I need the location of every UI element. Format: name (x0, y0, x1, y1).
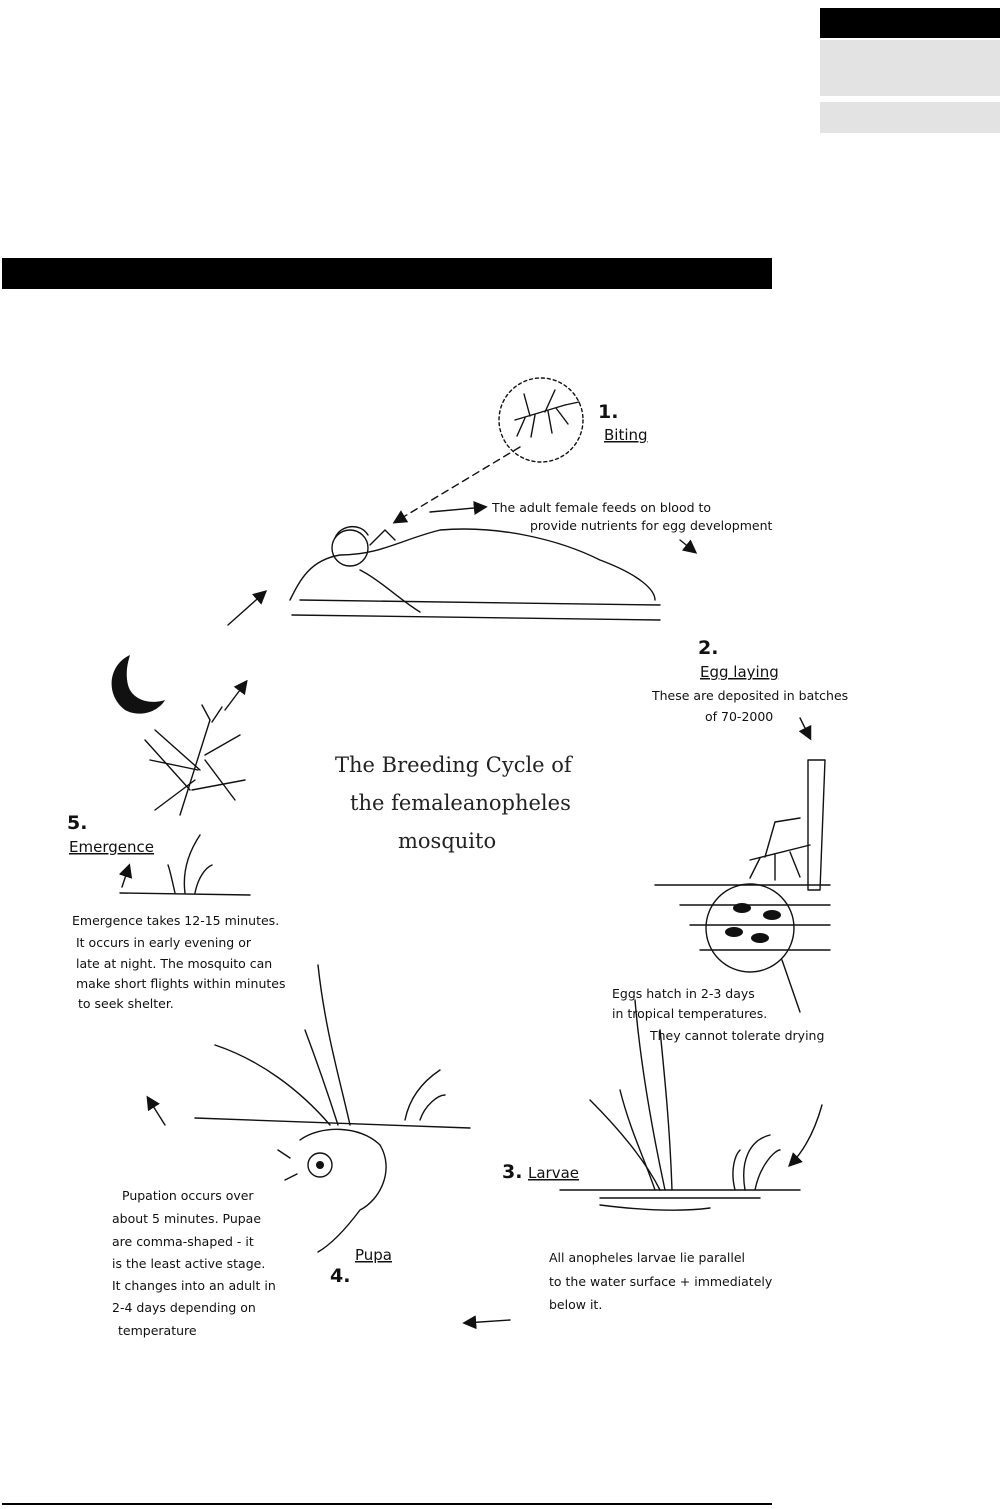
svg-text:Emergence takes 12-15 minutes.: Emergence takes 12-15 minutes. (72, 913, 280, 928)
svg-text:2-4 days depending on: 2-4 days depending on (112, 1300, 256, 1315)
svg-text:3.: 3. (502, 1161, 523, 1183)
svg-text:provide nutrients for egg deve: provide nutrients for egg development (530, 518, 773, 533)
svg-text:Eggs hatch in 2-3 days: Eggs hatch in 2-3 days (612, 986, 755, 1001)
arrow-emergence-to-biting (228, 592, 265, 625)
diagram-title (335, 753, 574, 853)
flying-mosquito-icon (145, 705, 245, 815)
egg (751, 933, 769, 943)
svg-text:mosquito: mosquito (398, 829, 497, 853)
svg-text:of 70-2000: of 70-2000 (705, 709, 774, 724)
svg-text:to seek shelter.: to seek shelter. (78, 996, 174, 1011)
svg-text:They cannot tolerate drying: They cannot tolerate drying (650, 1028, 825, 1043)
svg-text:Biting: Biting (604, 426, 648, 444)
arrow-to-note (430, 507, 485, 512)
reed-stem (808, 760, 825, 890)
svg-text:It occurs in early evening or: It occurs in early evening or (76, 935, 251, 950)
svg-text:in tropical temperatures.: in tropical temperatures. (612, 1006, 768, 1021)
egg (763, 910, 781, 920)
svg-text:to the water surface + immedia: to the water surface + immediately (549, 1274, 773, 1289)
mosquito-magnifier-circle (499, 378, 583, 462)
svg-text:Egg laying: Egg laying (700, 663, 779, 681)
svg-text:The adult female feeds on bloo: The adult female feeds on blood to (492, 500, 712, 515)
svg-text:Emergence: Emergence (69, 838, 154, 856)
moon-icon (112, 655, 165, 714)
stage-4-pupa (112, 965, 470, 1338)
svg-text:Pupa: Pupa (355, 1246, 393, 1264)
svg-text:the femaleanopheles: the femaleanopheles (350, 791, 571, 815)
svg-text:below it.: below it. (549, 1297, 603, 1312)
svg-text:make short flights within minu: make short flights within minutes (76, 976, 286, 991)
svg-text:All anopheles larvae lie paral: All anopheles larvae lie parallel (549, 1250, 746, 1265)
egg (733, 903, 751, 913)
water-surface (560, 1190, 800, 1198)
stage-1-biting (290, 378, 773, 620)
stage-5-emergence (67, 655, 285, 1011)
stage-2-egg-laying (612, 637, 848, 1165)
svg-text:are comma-shaped - it: are comma-shaped - it (112, 1234, 254, 1249)
svg-text:temperature: temperature (118, 1323, 197, 1338)
svg-text:late at night. The mosquito ca: late at night. The mosquito can (76, 956, 273, 971)
svg-text:is the least active stage.: is the least active stage. (112, 1256, 266, 1271)
svg-text:4.: 4. (330, 1265, 351, 1287)
svg-text:1.: 1. (598, 401, 619, 423)
egg-magnifier-icon (706, 884, 794, 972)
svg-text:The Breeding Cycle of: The Breeding Cycle of (335, 753, 572, 777)
svg-text:5.: 5. (67, 812, 88, 834)
sleeping-person-illustration (290, 527, 660, 620)
footer-rule (2, 1503, 772, 1505)
biting-mosquito-icon (515, 390, 579, 437)
egg (725, 927, 743, 937)
pupa-icon (300, 1129, 386, 1252)
svg-text:Pupation occurs over: Pupation occurs over (122, 1188, 254, 1203)
stage-3-larvae (465, 1000, 800, 1323)
svg-text:about 5 minutes. Pupae: about 5 minutes. Pupae (112, 1211, 262, 1226)
svg-text:2.: 2. (698, 637, 719, 659)
larva-icon (600, 1205, 710, 1210)
water-surface (195, 1118, 470, 1128)
svg-text:These are deposited in batches: These are deposited in batches (652, 688, 849, 703)
svg-text:It changes into an adult in: It changes into an adult in (112, 1278, 276, 1293)
svg-text:Larvae: Larvae (528, 1164, 580, 1182)
